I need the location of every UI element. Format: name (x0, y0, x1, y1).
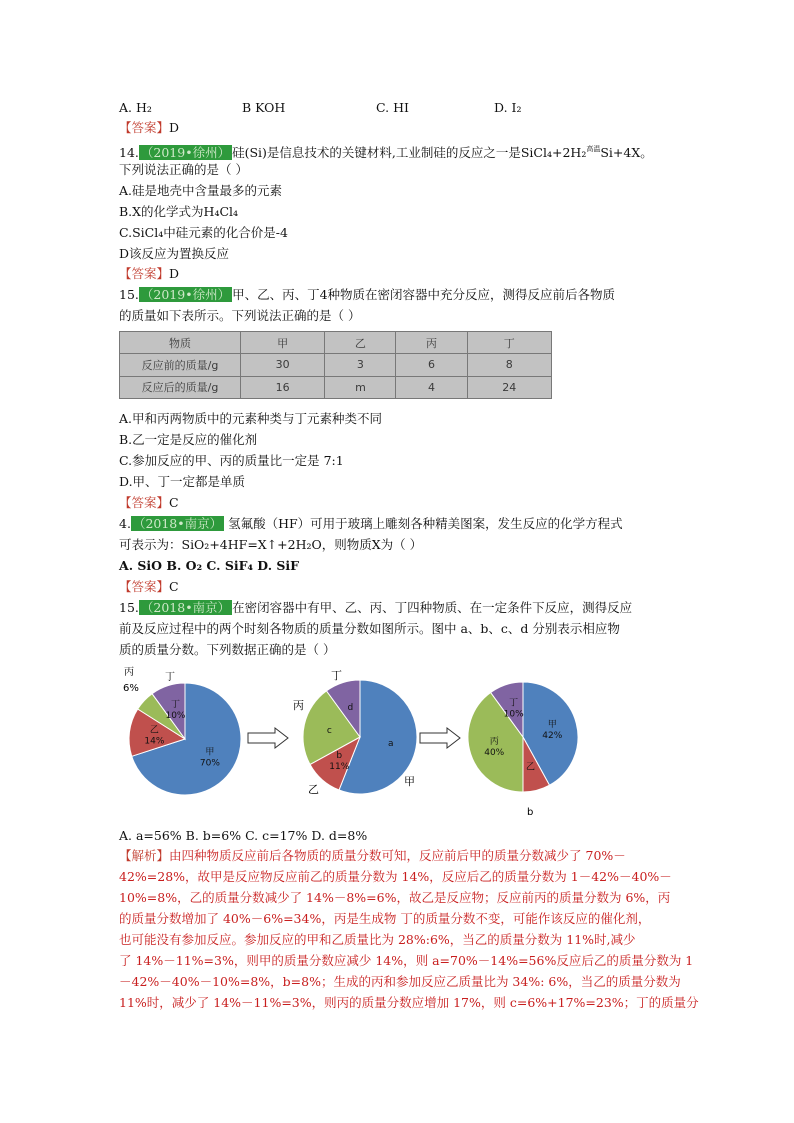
option-b: B KOH (242, 100, 286, 115)
mass-table (119, 331, 552, 399)
q15b-analysis-1 (119, 846, 626, 866)
pie-slice-label: b (336, 751, 343, 762)
label-bing-value: 6% (123, 683, 139, 694)
q15a-option-b: B.乙一定是反应的催化剂 (119, 432, 258, 447)
answer-value: C (169, 495, 179, 510)
analysis-line: 42%=28%，故甲是反应物反应前乙的质量分数为 14%，反应后乙的质量分数为 1－42%－40%－ (119, 869, 672, 884)
pie-slice-label: 乙 (149, 725, 159, 736)
answer-value: D (169, 120, 180, 135)
arrow-icon (248, 728, 288, 748)
table-cell: 甲 (240, 332, 324, 354)
stem-text: 氢氟酸（HF）可用于玻璃上雕刻各种精美图案，发生反应的化学方程式 (228, 516, 623, 531)
table-cell: 反应前的质量/g (120, 354, 241, 376)
label-jia: 甲 (404, 775, 415, 788)
option-d: D. I₂ (494, 100, 522, 115)
table-cell: 反应后的质量/g (120, 376, 241, 398)
answer-value: C (169, 579, 179, 594)
question-number: 14. (119, 145, 139, 160)
table-cell: 3 (325, 354, 396, 376)
table-cell: 8 (467, 354, 551, 376)
analysis-line: 了 14%－11%=3%，则甲的质量分数应减少 14%，则 a=70%－14%=56%反应后乙的质量分数为 1 (119, 953, 694, 968)
pie-slice-label: 丁 (170, 700, 180, 711)
q14-option-c: C.SiCl₄中硅元素的化合价是-4 (119, 225, 288, 240)
table-row (120, 376, 552, 398)
answer-label: 【答案】 (119, 495, 170, 510)
analysis-line: 的质量分数增加了 40%－6%=34%，丙是生成物 丁的质量分数不变，可能作该反应的催化剂， (119, 911, 651, 926)
table-cell: 16 (240, 376, 324, 398)
table-cell: 丙 (396, 332, 467, 354)
q15b-stem-3: 质的质量分数。下列数据正确的是（ ） (119, 642, 336, 657)
pie-chart-figure (115, 665, 595, 820)
label-ding: 丁 (331, 669, 342, 682)
option-a: A. H₂ (119, 100, 152, 115)
q15a-option-a: A.甲和丙两物质中的元素种类与丁元素种类不同 (119, 411, 383, 426)
q4-options: A. SiO B. O₂ C. SiF₄ D. SiF (119, 558, 300, 573)
label-b: b (527, 807, 534, 818)
q15a-option-d: D.甲、丁一定都是单质 (119, 474, 246, 489)
pie-slice-label: a (388, 738, 394, 749)
pie-slice-label: 40% (484, 747, 505, 758)
table-cell: 乙 (325, 332, 396, 354)
analysis-text: 由四种物质反应前后各物质的质量分数可知，反应前后甲的质量分数减少了 70%－ (169, 848, 626, 863)
q13-options (119, 98, 521, 118)
label-ding: 丁 (165, 672, 175, 683)
pie-slice-label: 10% (165, 711, 186, 722)
q13-answer (119, 118, 179, 138)
source-tag: （2019•徐州） (140, 287, 231, 302)
q4-stem (119, 514, 623, 534)
q4-stem-2: 可表示为：SiO₂+4HF=X↑+2H₂O，则物质X为（ ） (119, 537, 423, 552)
label-bing: 丙 (124, 667, 134, 678)
table-cell: 物质 (120, 332, 241, 354)
q14-prompt: 下列说法正确的是（ ） (119, 162, 248, 177)
q14-option-d: D该反应为置换反应 (119, 246, 230, 261)
answer-label: 【答案】 (119, 120, 170, 135)
reaction-condition: 高温 (586, 145, 601, 153)
table-row (120, 354, 552, 376)
pie-slice-label: 14% (144, 736, 165, 747)
question-number: 15. (119, 287, 139, 302)
pie-slice-label: d (347, 703, 354, 714)
option-c: C. HI (376, 100, 409, 115)
q15a-stem-2: 的质量如下表所示。下列说法正确的是（ ） (119, 308, 361, 323)
pie-slice-label: 乙 (526, 762, 536, 773)
answer-label: 【答案】 (119, 266, 170, 281)
q15b-stem (119, 598, 632, 618)
pie-slice-label: 11% (329, 762, 350, 773)
q15a-option-c: C.参加反应的甲、丙的质量比一定是 7:1 (119, 453, 344, 468)
table-cell: 4 (396, 376, 467, 398)
stem-text: 在密闭容器中有甲、乙、丙、丁四种物质、在一定条件下反应，测得反应 (232, 600, 633, 615)
q15b-options: A. a=56% B. b=6% C. c=17% D. d=8% (119, 828, 368, 843)
analysis-line: 10%=8%，乙的质量分数减少了 14%－8%=6%，故乙是反应物；反应前丙的质量分数为 6%，丙 (119, 890, 671, 905)
pie-slice-label: 42% (542, 730, 563, 741)
analysis-label: 【解析】 (119, 848, 170, 863)
table-cell: 6 (396, 354, 467, 376)
pie-slice-label: c (326, 726, 332, 737)
source-tag: （2018•南京） (132, 516, 223, 531)
question-number: 15. (119, 600, 139, 615)
q14-option-a: A.硅是地壳中含量最多的元素 (119, 183, 283, 198)
pie-chart-before (129, 683, 241, 795)
table-cell: 丁 (467, 332, 551, 354)
pie-slice-label: 70% (199, 758, 220, 769)
question-number: 4. (119, 516, 131, 531)
arrow-icon (420, 728, 460, 748)
stem-text: 甲、乙、丙、丁4种物质在密闭容器中充分反应，测得反应前后各物质 (232, 287, 616, 302)
table-header-row (120, 332, 552, 354)
source-tag: （2018•南京） (140, 600, 231, 615)
pie-slice-label: 甲 (205, 747, 215, 758)
source-tag: （2019•徐州） (140, 145, 231, 160)
stem-text: 硅(Si)是信息技术的关键材料,工业制硅的反应之一是SiCl₄+2H₂ (232, 145, 587, 160)
label-yi: 乙 (308, 783, 319, 796)
analysis-line: 11%时，减少了 14%－11%=3%，则丙的质量分数应增加 17%，则 c=6%+17%=23%；丁的质量分 (119, 995, 699, 1010)
answer-label: 【答案】 (119, 579, 170, 594)
pie-slice-label: 10% (503, 709, 524, 720)
table-cell: 24 (467, 376, 551, 398)
pie-slice-label: 甲 (547, 719, 557, 730)
table-cell: m (325, 376, 396, 398)
label-bing: 丙 (293, 699, 304, 712)
q15a-answer (119, 493, 179, 513)
pie-chart-during (303, 680, 417, 794)
pie-slice-label: 丙 (489, 736, 499, 747)
q15a-stem (119, 285, 615, 305)
q14-answer (119, 264, 179, 284)
pie-chart-after (468, 682, 578, 792)
table-cell: 30 (240, 354, 324, 376)
stem-text-end: Si+4X。 (600, 145, 653, 160)
q15b-stem-2: 前及反应过程中的两个时刻各物质的质量分数如图所示。图中 a、b、c、d 分别表示相应物 (119, 621, 620, 636)
analysis-line: 也可能没有参加反应。参加反应的甲和乙质量比为 28%:6%，当乙的质量分数为 11%时,减少 (119, 932, 636, 947)
answer-value: D (169, 266, 180, 281)
analysis-line: －42%－40%－10%=8%，b=8%；生成的丙和参加反应乙质量比为 34%: 6%，当乙的质量分数为 (119, 974, 681, 989)
q14-option-b: B.X的化学式为H₄Cl₄ (119, 204, 239, 219)
q4-answer (119, 577, 179, 597)
pie-slice-label: 丁 (509, 698, 519, 709)
